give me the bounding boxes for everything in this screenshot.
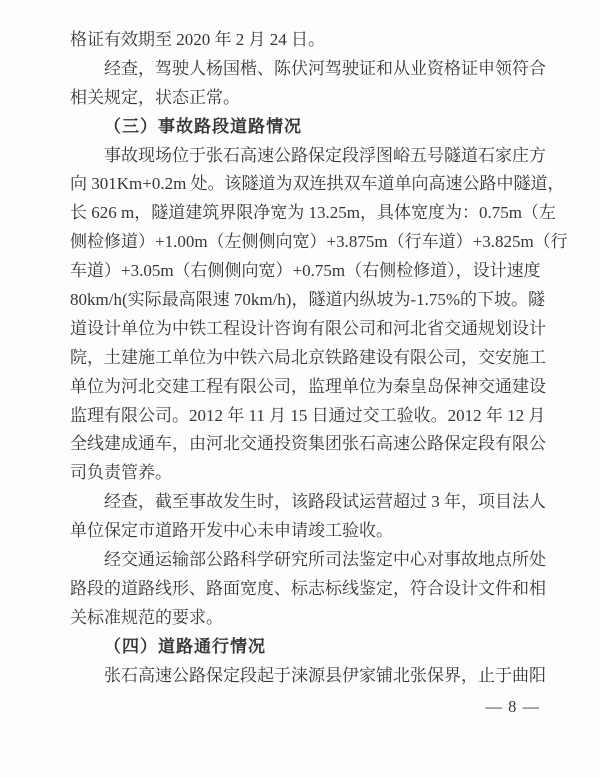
text-line: 单位为河北交建工程有限公司，监理单位为秦皇岛保神交通建设 [70,376,546,396]
page-number: — 8 — [485,697,540,716]
text-line: 经交通运输部公路科学研究所司法鉴定中心对事故地点所处 [104,550,546,570]
text-line: 侧检修道）+1.00m（左侧侧向宽）+3.875m（行车道）+3.825m（行 [70,232,568,252]
text-line: 司负责管养。 [70,463,172,483]
text-line: 事故现场位于张石高速公路保定段浮图峪五号隧道石家庄方 [104,145,546,165]
text-line: 经查，截至事故发生时，该路段试运营超过 3 年，项目法人 [104,492,546,512]
text-line: 路段的道路线形、路面宽度、标志标线鉴定，符合设计文件和相 [70,578,546,598]
text-line: 关标准规范的要求。 [70,607,223,627]
text-line: 全线建成通车，由河北交通投资集团张石高速公路保定段有限公 [70,434,546,454]
text-line: 单位保定市道路开发中心未申请竣工验收。 [70,521,393,541]
document-body [70,26,568,690]
section-heading: （三）事故路段道路情况 [104,116,302,136]
text-line: 向 301Km+0.2m 处。该隧道为双连拱双车道单向高速公路中隧道， [70,174,565,194]
section-heading: （四）道路通行情况 [104,636,266,656]
text-line: 道设计单位为中铁工程设计咨询有限公司和河北省交通规划设计 [70,318,546,338]
text-line: 80km/h(实际最高限速 70km/h)，隧道内纵坡为-1.75%的下坡。隧 [70,290,546,310]
text-line: 格证有效期至 2020 年 2 月 24 日。 [70,30,325,49]
text-line: 经查，驾驶人杨国楷、陈伏河驾驶证和从业资格证申领符合 [104,58,546,78]
text-line: 长 626 m，隧道建筑界限净宽为 13.25m，具体宽度为：0.75m（左 [70,203,556,223]
text-line: 监理有限公司。2012 年 11 月 15 日通过交工验收。2012 年 12 月 [70,405,546,425]
text-line: 院，土建施工单位为中铁六局北京铁路建设有限公司，交安施工 [70,347,546,367]
text-line: 张石高速公路保定段起于涞源县伊家铺北张保界，止于曲阳 [104,665,546,685]
text-line: 车道）+3.05m（右侧侧向宽）+0.75m（右侧检修道），设计速度 [70,261,541,281]
text-line: 相关规定，状态正常。 [70,87,240,107]
